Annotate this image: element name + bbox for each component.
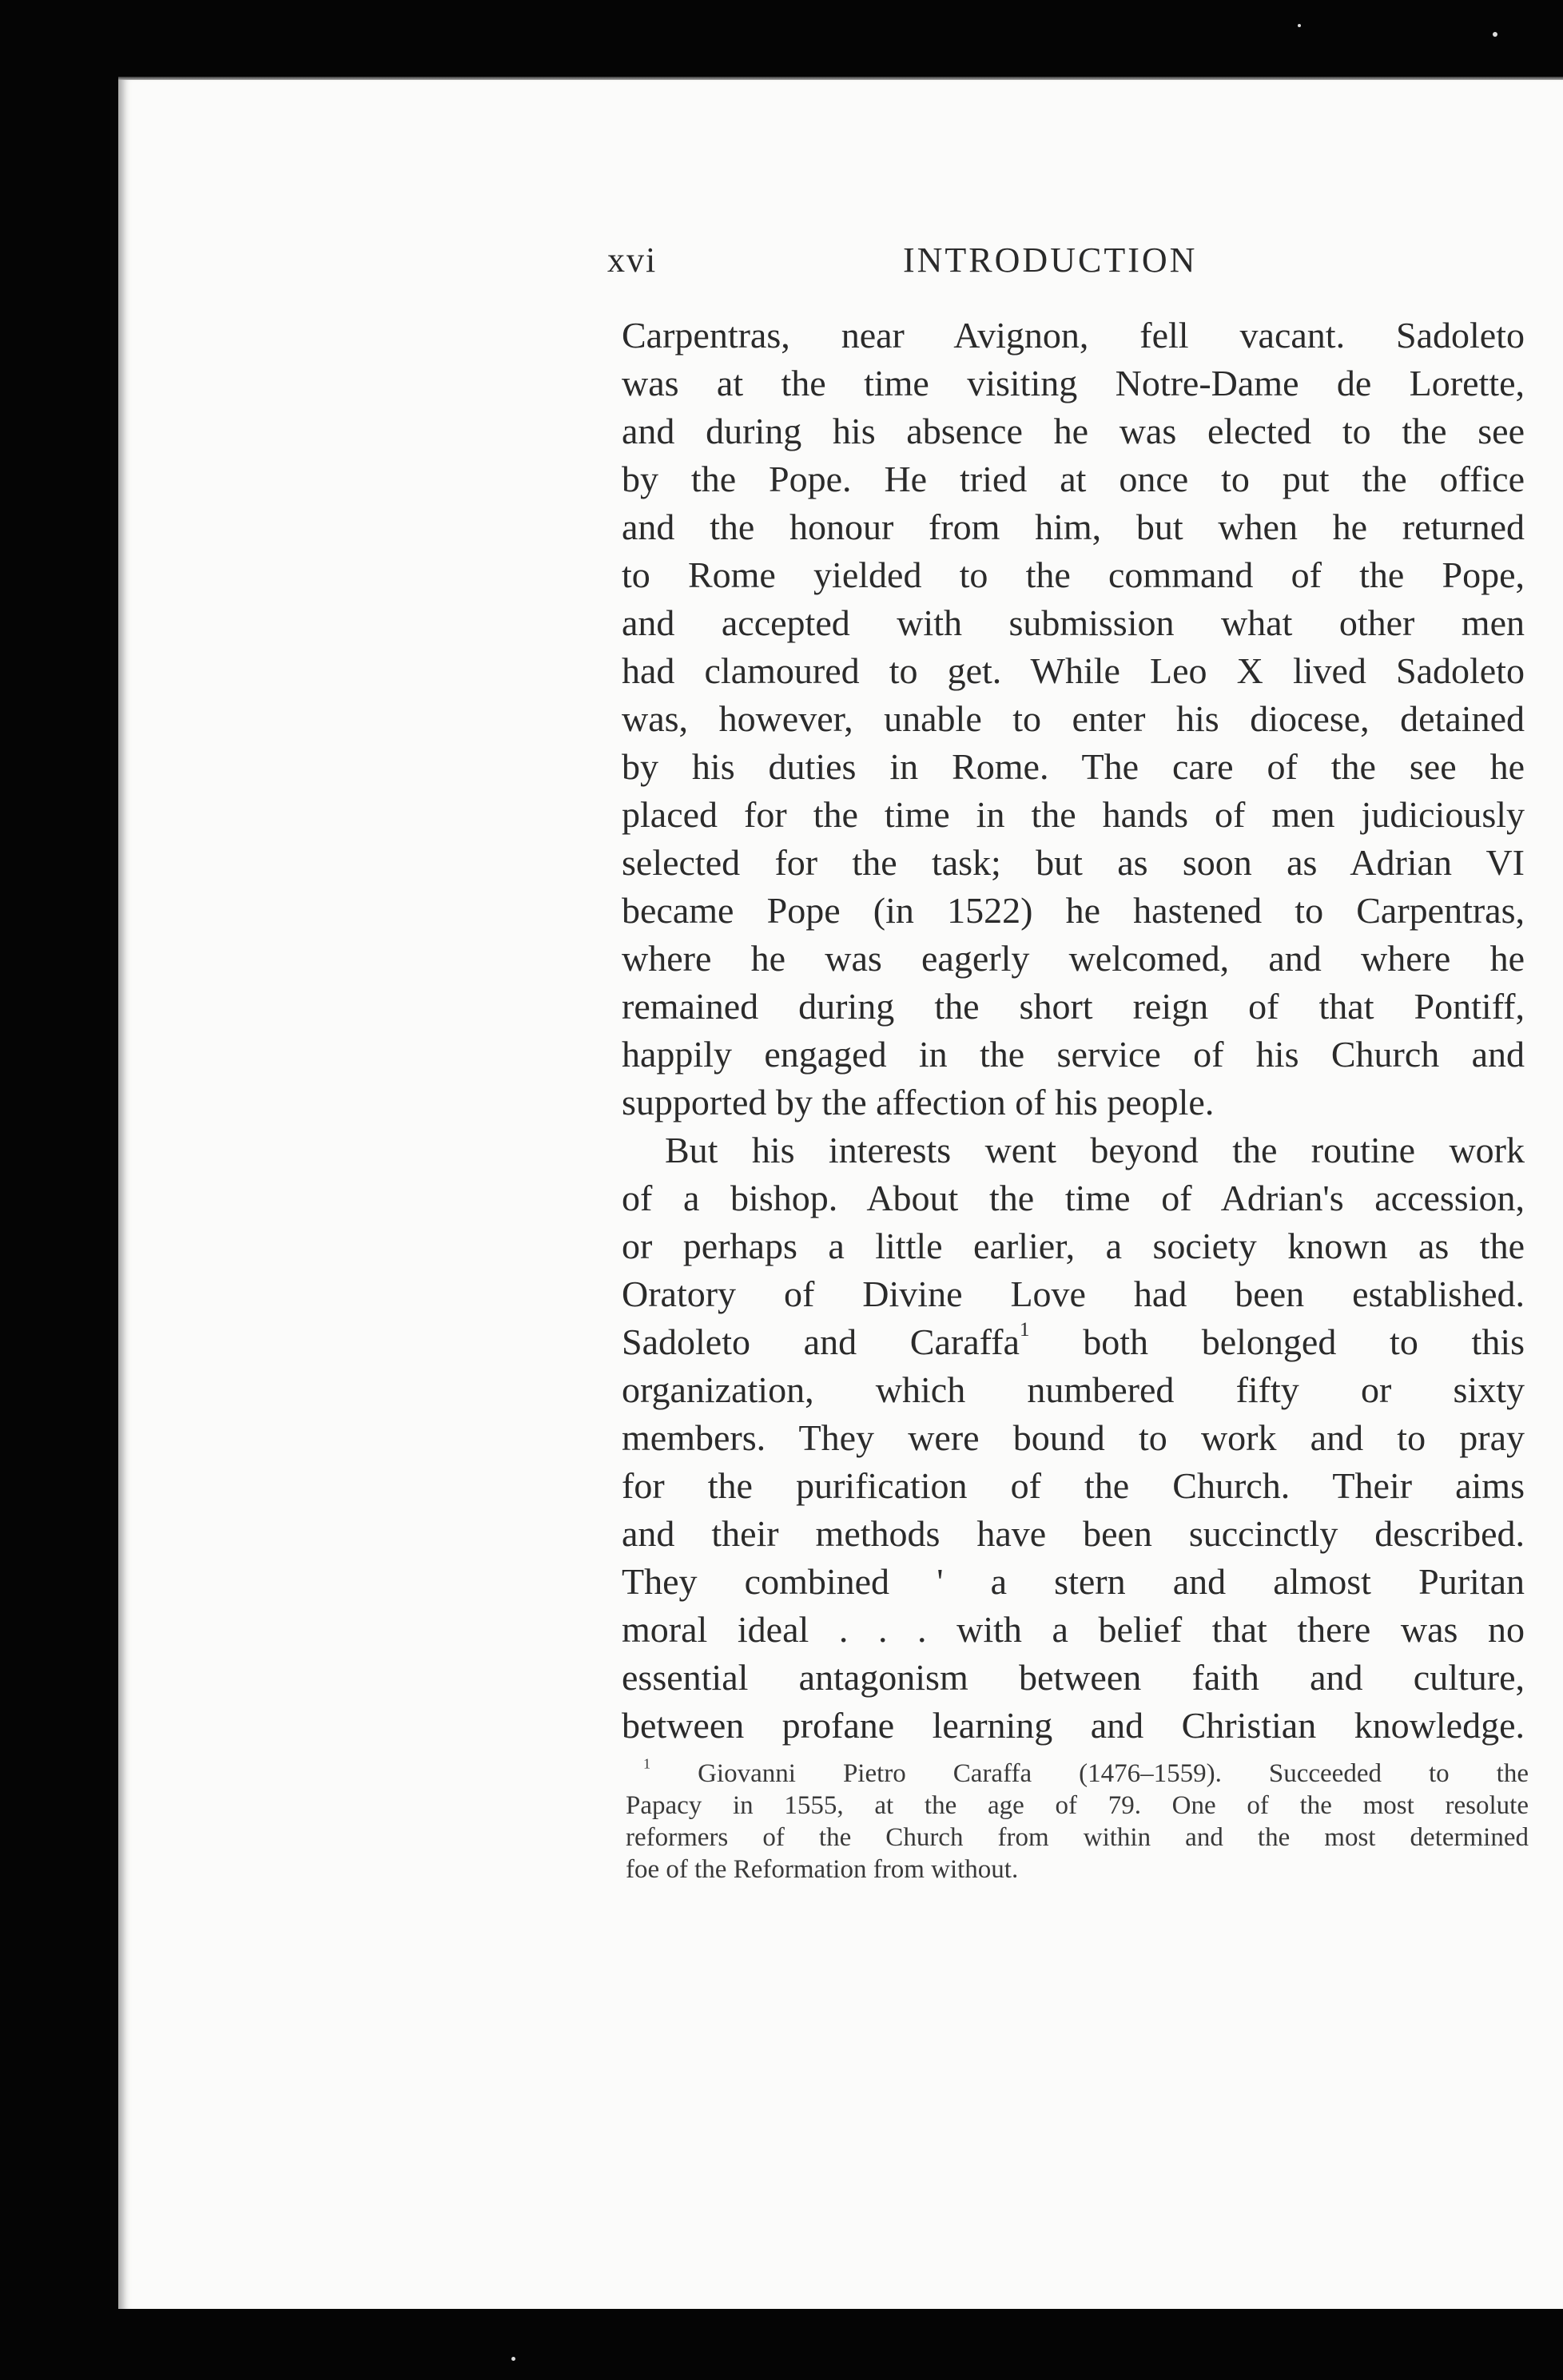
dust-speck — [511, 2357, 515, 2361]
dust-speck — [1298, 24, 1301, 27]
footnote-reference: 1 — [1019, 1318, 1030, 1341]
text-line: and accepted with submission what other men — [622, 602, 1525, 643]
page-header — [607, 240, 1526, 288]
text-line: of a bishop. About the time of Adrian's accession, — [622, 1178, 1525, 1218]
text-line: placed for the time in the hands of men judiciously — [622, 794, 1525, 835]
text-line: by his duties in Rome. The care of the see he — [622, 746, 1525, 787]
text-line: But his interests went beyond the routine work — [665, 1130, 1525, 1170]
body-text — [622, 312, 1525, 1750]
text-line: where he was eagerly welcomed, and where he — [622, 938, 1525, 979]
text-line: was, however, unable to enter his diocese, detained — [622, 698, 1525, 739]
text-line: essential antagonism between faith and culture, — [622, 1657, 1525, 1698]
text-line: Oratory of Divine Love had been established. — [622, 1273, 1525, 1314]
text-line: organization, which numbered fifty or sixty — [622, 1369, 1525, 1410]
page-number: xvi — [607, 240, 658, 280]
text-fragment: both belonged to this — [1029, 1321, 1525, 1362]
text-line: selected for the task; but as soon as Adrian VI — [622, 842, 1525, 883]
footnote-line: Papacy in 1555, at the age of 79. One of the most resolute — [626, 1791, 1529, 1820]
text-line: and during his absence he was elected to the see — [622, 411, 1525, 451]
text-line: moral ideal . . . with a belief that there was no — [622, 1609, 1525, 1650]
text-line: and their methods have been succinctly described. — [622, 1513, 1525, 1554]
text-line: had clamoured to get. While Leo X lived Sadoleto — [622, 650, 1525, 691]
text-line: They combined ' a stern and almost Puritan — [622, 1561, 1525, 1602]
text-line: supported by the affection of his people. — [622, 1082, 1215, 1122]
text-line: remained during the short reign of that Pontiff, — [622, 986, 1525, 1027]
text-line: by the Pope. He tried at once to put the office — [622, 459, 1525, 499]
text-line: Carpentras, near Avignon, fell vacant. Sadoleto — [622, 315, 1525, 356]
text-line: between profane learning and Christian knowledge. — [622, 1705, 1525, 1746]
text-line: to Rome yielded to the command of the Pope, — [622, 554, 1525, 595]
footnote-line: reformers of the Church from within and the most determined — [626, 1823, 1529, 1852]
text-fragment: Sadoleto and Caraffa — [622, 1321, 1020, 1362]
text-line: and the honour from him, but when he returned — [622, 507, 1525, 547]
text-line-with-footnote-ref — [622, 1318, 1525, 1366]
text-line: members. They were bound to work and to pray — [622, 1417, 1525, 1458]
footnote-line: foe of the Reformation from without. — [626, 1855, 1019, 1884]
text-line: was at the time visiting Notre-Dame de Lorette, — [622, 363, 1525, 403]
text-line: or perhaps a little earlier, a society known as the — [622, 1226, 1525, 1266]
footnote-line — [626, 1755, 1529, 1790]
text-line: for the purification of the Church. Their aims — [622, 1465, 1525, 1506]
text-line: happily engaged in the service of his Church and — [622, 1034, 1525, 1075]
text-line: became Pope (in 1522) he hastened to Carpentras, — [622, 890, 1525, 931]
running-head: INTRODUCTION — [903, 240, 1198, 280]
dust-speck — [1493, 32, 1497, 37]
footnote-text: Giovanni Pietro Caraffa (1476–1559). Succeeded to the — [650, 1759, 1529, 1788]
footnotes — [626, 1755, 1529, 1885]
footnote-marker: 1 — [643, 1755, 651, 1772]
